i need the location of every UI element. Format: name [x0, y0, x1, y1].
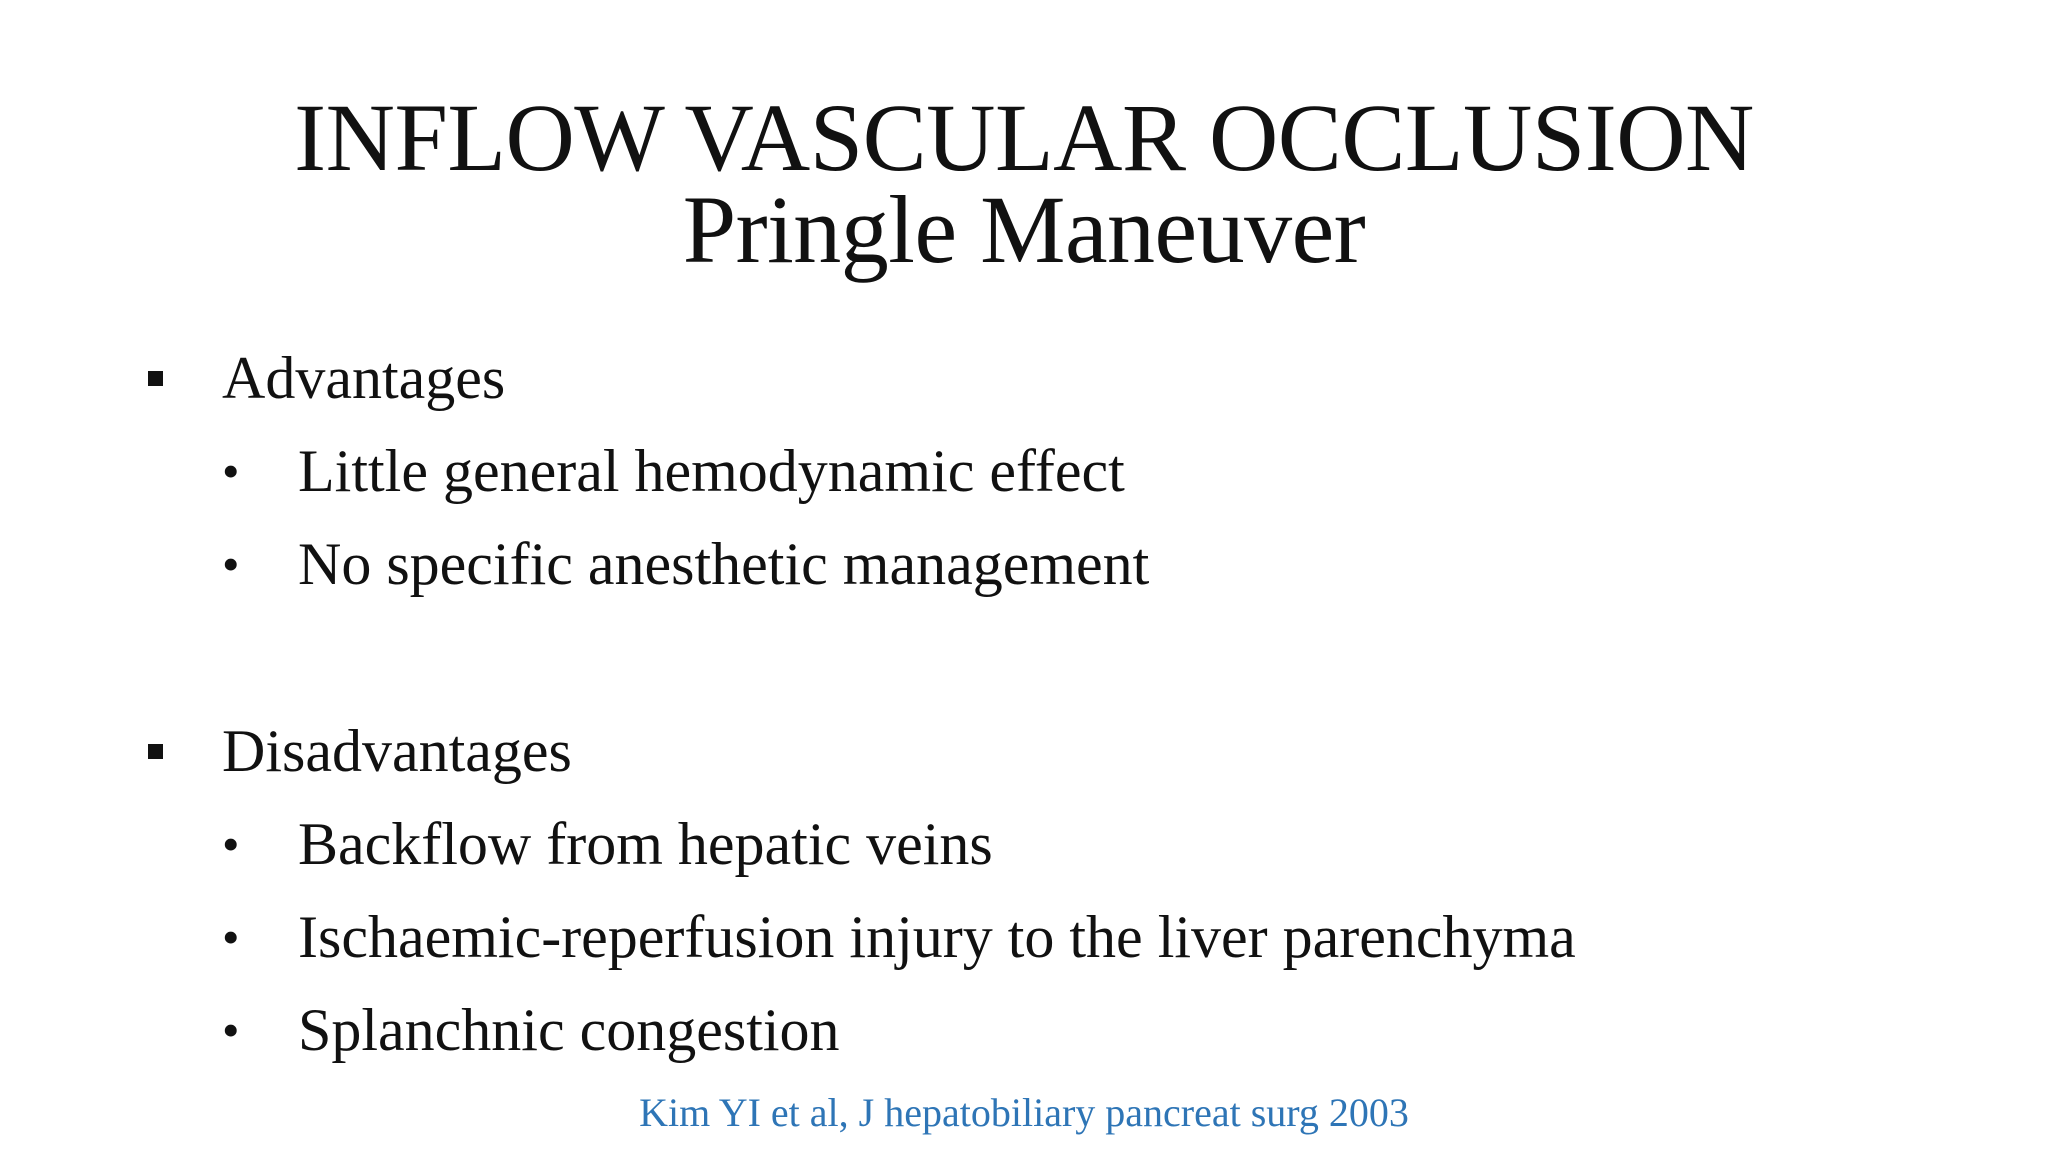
- list-item-text: Ischaemic-reperfusion injury to the liver parenchyma: [298, 904, 1576, 970]
- round-bullet-icon: •: [222, 816, 240, 872]
- round-bullet-icon: •: [222, 443, 240, 499]
- list-item-text: Little general hemodynamic effect: [298, 438, 1125, 504]
- slide-title: [0, 84, 2048, 283]
- citation: Kim YI et al, J hepatobiliary pancreat surg 2003: [639, 1090, 1409, 1135]
- title-line-1: INFLOW VASCULAR OCCLUSION: [294, 84, 1754, 191]
- round-bullet-icon: •: [222, 909, 240, 965]
- list-item-text: Backflow from hepatic veins: [298, 811, 993, 877]
- round-bullet-icon: •: [222, 536, 240, 592]
- square-bullet-icon: [148, 744, 163, 759]
- section-heading-label: Disadvantages: [222, 718, 572, 784]
- section-heading-label: Advantages: [222, 345, 506, 411]
- list-item-text: No specific anesthetic management: [298, 531, 1150, 597]
- square-bullet-icon: [148, 371, 163, 386]
- round-bullet-icon: •: [222, 1002, 240, 1058]
- list-item-text: Splanchnic congestion: [298, 997, 840, 1063]
- title-line-2: Pringle Maneuver: [682, 176, 1366, 283]
